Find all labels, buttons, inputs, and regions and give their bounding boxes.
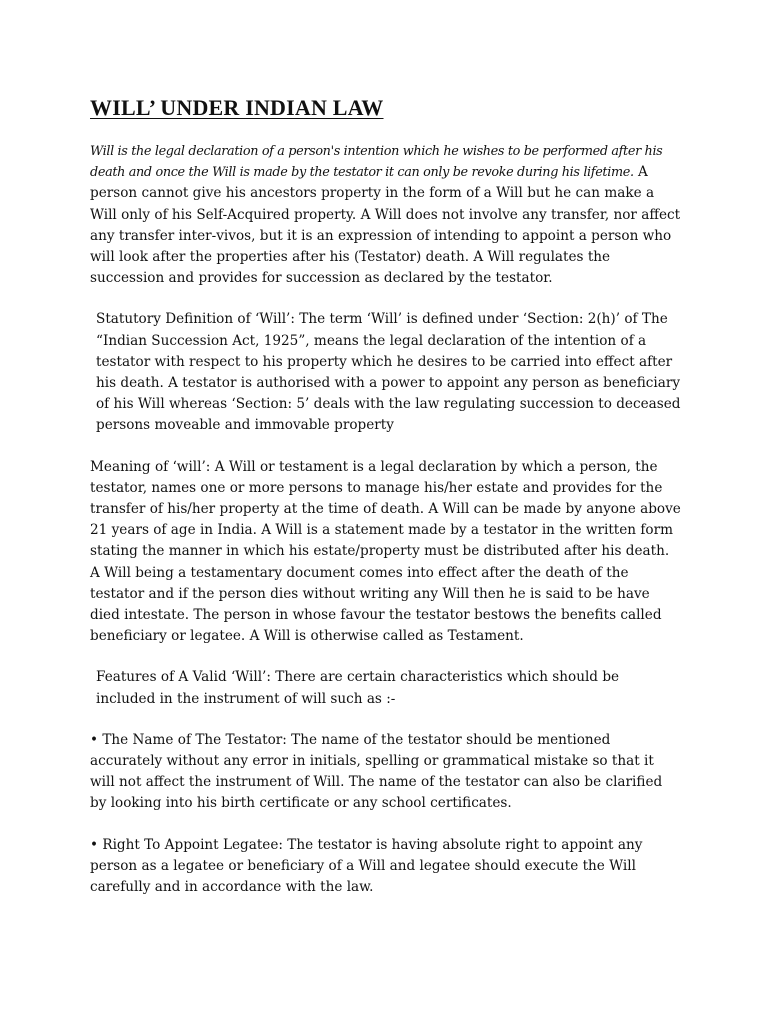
document-title: WILL’ UNDER INDIAN LAW xyxy=(90,95,384,120)
paragraph-will-definition xyxy=(90,141,682,289)
paragraph-statutory-definition: Statutory Definition of ‘Will’: The term ‘Will’ is defined under ‘Section: 2(h)’ of The “Indian Succession Act, 1925”, means the legal declaration of the intention of a testator with respect to his property which he desires to be carried into effect after his death. A testator is authorised with a power to appoint any person as beneficiary of his Will whereas ‘Section: 5’ deals with the law regulating succession to deceased persons moveable and immovable property xyxy=(96,311,681,434)
bullet-name-of-testator: • The Name of The Testator: The name of the testator should be mentioned accurately without any error in initials, spelling or grammatical mistake so that it will not affect the instrument of Will. The name of the testator can also be clarified by looking into his birth certificate or any school certificates. xyxy=(90,731,663,812)
paragraph-text: A person cannot give his ancestors property in the form of a Will but he can make a Will only of his Self-Acquired property. A Will does not involve any transfer, nor affect any transfer inter-vivos, but it is an expression of intending to appoint a person who will look after the properties after his (Testator) death. A Will regulates the succession and provides for succession as declared by the testator. xyxy=(90,164,681,287)
document-page xyxy=(90,93,682,918)
paragraph-features: Features of A Valid ‘Will’: There are certain characteristics which should be included in the instrument of will such as :- xyxy=(96,669,620,707)
paragraph-meaning-of-will: Meaning of ‘will’: A Will or testament is a legal declaration by which a person, the testator, names one or more persons to manage his/her estate and provides for the transfer of his/her property at the time of death. A Will can be made by anyone above 21 years of age in India. A Will is a statement made by a testator in the written form stating the manner in which his estate/property must be distributed after his death. A Will being a testamentary document comes into effect after the death of the testator and if the person dies without writing any Will then he is said to be have died intestate. The person in whose favour the testator bestows the benefits called beneficiary or legatee. A Will is otherwise called as Testament. xyxy=(90,458,681,645)
bullet-right-to-appoint-legatee: • Right To Appoint Legatee: The testator is having absolute right to appoint any person as a legatee or beneficiary of a Will and legatee should execute the Will carefully and in accordance with the law. xyxy=(90,836,643,896)
italic-lead-text: Will is the legal declaration of a person's intention which he wishes to be performed after his death and once the Will is made by the testator it can only be revoke during his lifetime. xyxy=(90,144,663,181)
